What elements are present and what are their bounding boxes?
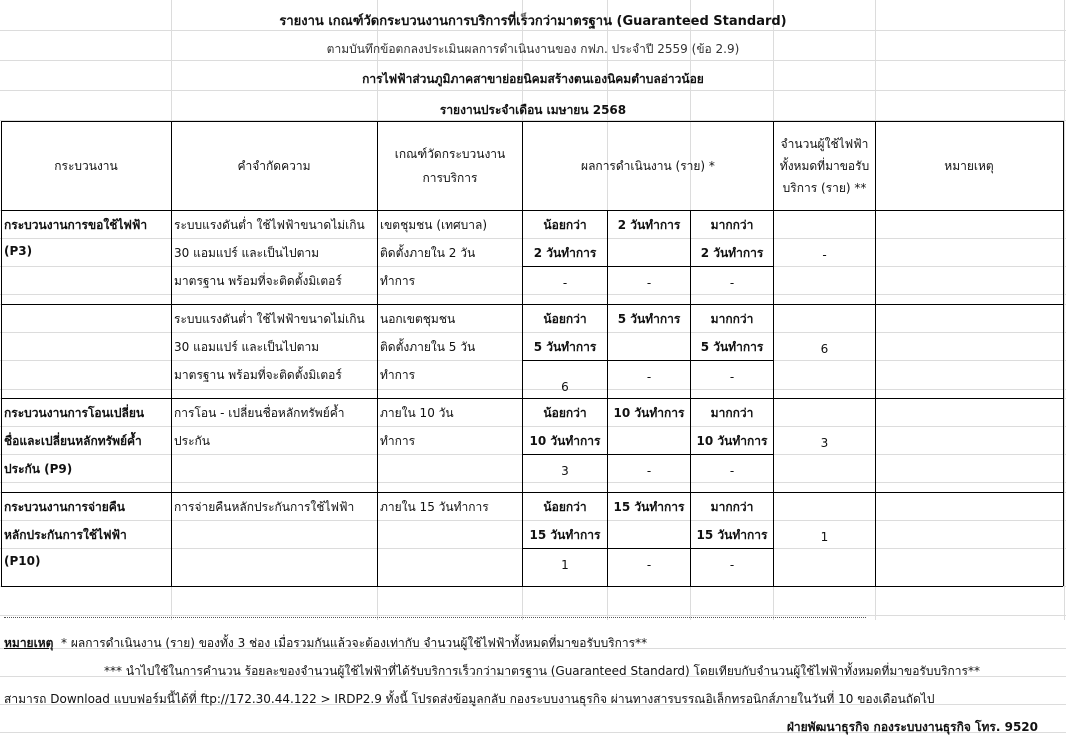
definition-line: มาตรฐาน พร้อมที่จะติดตั้งมิเตอร์	[174, 368, 342, 382]
process-line: กระบวนงานการขอใช้ไฟฟ้า	[4, 218, 148, 232]
dotted-separator	[4, 617, 866, 618]
definition-line: ประกัน	[174, 434, 210, 448]
equal-value: -	[646, 464, 652, 478]
report-subtitle: ตามบันทึกข้อตกลงประเมินผลการดำเนินงานของ กฟภ. ประจำปี 2559 (ข้อ 2.9)	[326, 42, 740, 56]
total-value: 1	[820, 530, 829, 544]
less-than-value: -	[562, 276, 568, 290]
more-value: -	[729, 558, 735, 572]
more-than-label: มากกว่า	[710, 406, 754, 420]
equal-days: 15 วันทำการ	[613, 500, 685, 514]
less-than-days: 10 วันทำการ	[529, 434, 601, 448]
definition-line: ระบบแรงดันต่ำ ใช้ไฟฟ้าขนาดไม่เกิน	[174, 218, 365, 232]
total-value: -	[822, 248, 827, 262]
total-value: 3	[820, 436, 829, 450]
report-title: รายงาน เกณฑ์วัดกระบวนงานการบริการที่เร็วกว่ามาตรฐาน (Guaranteed Standard)	[279, 14, 787, 29]
footer-note-2: *** นำไปใช้ในการคำนวน ร้อยละของจำนวนผู้ใช้ไฟฟ้าที่ได้รับบริการเร็วกว่ามาตรฐาน (Guaranteed Standard) โดยเทียบกับจำนวนผู้ใช้ไฟฟ้าทั้งหมดที่มาขอรับบริการ**	[104, 664, 980, 678]
process-line: หลักประกันการใช้ไฟฟ้า	[4, 528, 127, 542]
criteria-line: ภายใน 15 วันทำการ	[380, 500, 489, 514]
total-value: 6	[820, 342, 829, 356]
process-line: ประกัน (P9)	[4, 462, 73, 476]
header-criteria-line1: เกณฑ์วัดกระบวนงาน	[394, 147, 506, 161]
equal-value: -	[646, 558, 652, 572]
header-total	[774, 122, 875, 210]
process-line: (P3)	[4, 244, 33, 258]
header-process	[2, 122, 170, 210]
definition-line: 30 แอมแปร์ และเป็นไปตาม	[174, 340, 320, 354]
more-than-label: มากกว่า	[710, 500, 754, 514]
less-than-days: 5 วันทำการ	[533, 340, 597, 354]
criteria-line: ภายใน 10 วัน	[380, 406, 454, 420]
note-label: หมายเหตุ	[4, 636, 54, 650]
criteria-line: เขตชุมชน (เทศบาล)	[380, 218, 488, 232]
equal-value: -	[646, 276, 652, 290]
criteria-line: ทำการ	[380, 274, 416, 288]
header-result-label: ผลการดำเนินงาน (ราย) *	[581, 159, 715, 173]
definition-line: การโอน - เปลี่ยนชื่อหลักทรัพย์ค้ำ	[174, 406, 345, 420]
process-line: กระบวนงานการจ่ายคืน	[4, 500, 125, 514]
header-remark-label: หมายเหตุ	[944, 159, 994, 173]
definition-line: มาตรฐาน พร้อมที่จะติดตั้งมิเตอร์	[174, 274, 342, 288]
less-than-value: 3	[561, 464, 569, 478]
header-total-line3: บริการ (ราย) **	[782, 181, 867, 195]
more-than-days: 10 วันทำการ	[696, 434, 768, 448]
criteria-line: ทำการ	[380, 434, 416, 448]
more-than-label: มากกว่า	[710, 312, 754, 326]
less-than-value: 1	[561, 558, 569, 572]
footer-note-3: สามารถ Download แบบฟอร์มนี้ได้ที่ ftp://172.30.44.122 > IRDP2.9 ทั้งนี้ โปรดส่งข้อมูลกลับ กองระบบงานธุรกิจ ผ่านทางสารบรรณอิเล็กทรอนิกส์ภายในวันที่ 10 ของเดือนถัดไป	[4, 692, 935, 706]
header-definition-label: คำจำกัดความ	[237, 159, 311, 173]
header-criteria-line2: การบริการ	[422, 171, 478, 185]
more-value: -	[729, 464, 735, 478]
header-result	[523, 122, 773, 210]
less-than-value: 6	[561, 380, 569, 394]
header-process-label: กระบวนงาน	[54, 159, 118, 173]
equal-days: 10 วันทำการ	[613, 406, 685, 420]
footer-signature: ฝ่ายพัฒนาธุรกิจ กองระบบงานธุรกิจ โทร. 9520	[786, 720, 1038, 734]
less-than-label: น้อยกว่า	[543, 218, 587, 232]
definition-line: ระบบแรงดันต่ำ ใช้ไฟฟ้าขนาดไม่เกิน	[174, 312, 365, 326]
process-line: กระบวนงานการโอนเปลี่ยน	[4, 406, 145, 420]
more-than-label: มากกว่า	[710, 218, 754, 232]
less-than-label: น้อยกว่า	[543, 500, 587, 514]
header-total-line1: จำนวนผู้ใช้ไฟฟ้า	[780, 137, 869, 151]
header-total-line2: ทั้งหมดที่มาขอรับ	[779, 159, 870, 173]
criteria-line: นอกเขตชุมชน	[380, 312, 456, 326]
process-line: (P10)	[4, 554, 41, 568]
criteria-line: ทำการ	[380, 368, 416, 382]
more-than-days: 5 วันทำการ	[700, 340, 764, 354]
more-than-days: 15 วันทำการ	[696, 528, 768, 542]
definition-line: 30 แอมแปร์ และเป็นไปตาม	[174, 246, 320, 260]
criteria-line: ติดตั้งภายใน 5 วัน	[380, 340, 476, 354]
process-line: ชื่อและเปลี่ยนหลักทรัพย์ค้ำ	[4, 434, 142, 448]
more-value: -	[729, 370, 735, 384]
report-period: รายงานประจำเดือน เมษายน 2568	[439, 103, 627, 117]
equal-value: -	[646, 370, 652, 384]
more-value: -	[729, 276, 735, 290]
less-than-label: น้อยกว่า	[543, 312, 587, 326]
header-definition	[172, 122, 376, 210]
note-1-text: * ผลการดำเนินงาน (ราย) ของทั้ง 3 ช่อง เมื่อรวมกันแล้วจะต้องเท่ากับ จำนวนผู้ใช้ไฟฟ้าทั้งหมดที่มาขอรับบริการ**	[53, 636, 648, 650]
equal-days: 2 วันทำการ	[617, 218, 681, 232]
header-criteria	[378, 122, 522, 210]
less-than-days: 15 วันทำการ	[529, 528, 601, 542]
criteria-line: ติดตั้งภายใน 2 วัน	[380, 246, 476, 260]
more-than-days: 2 วันทำการ	[700, 246, 764, 260]
less-than-days: 2 วันทำการ	[533, 246, 597, 260]
header-remark	[876, 122, 1062, 210]
less-than-label: น้อยกว่า	[543, 406, 587, 420]
office-name: การไฟฟ้าส่วนภูมิภาคสาขาย่อยนิคมสร้างตนเองนิคมตำบลอ่าวน้อย	[362, 72, 704, 86]
definition-line: การจ่ายคืนหลักประกันการใช้ไฟฟ้า	[174, 500, 355, 514]
footer-note-1	[4, 634, 647, 653]
equal-days: 5 วันทำการ	[617, 312, 681, 326]
